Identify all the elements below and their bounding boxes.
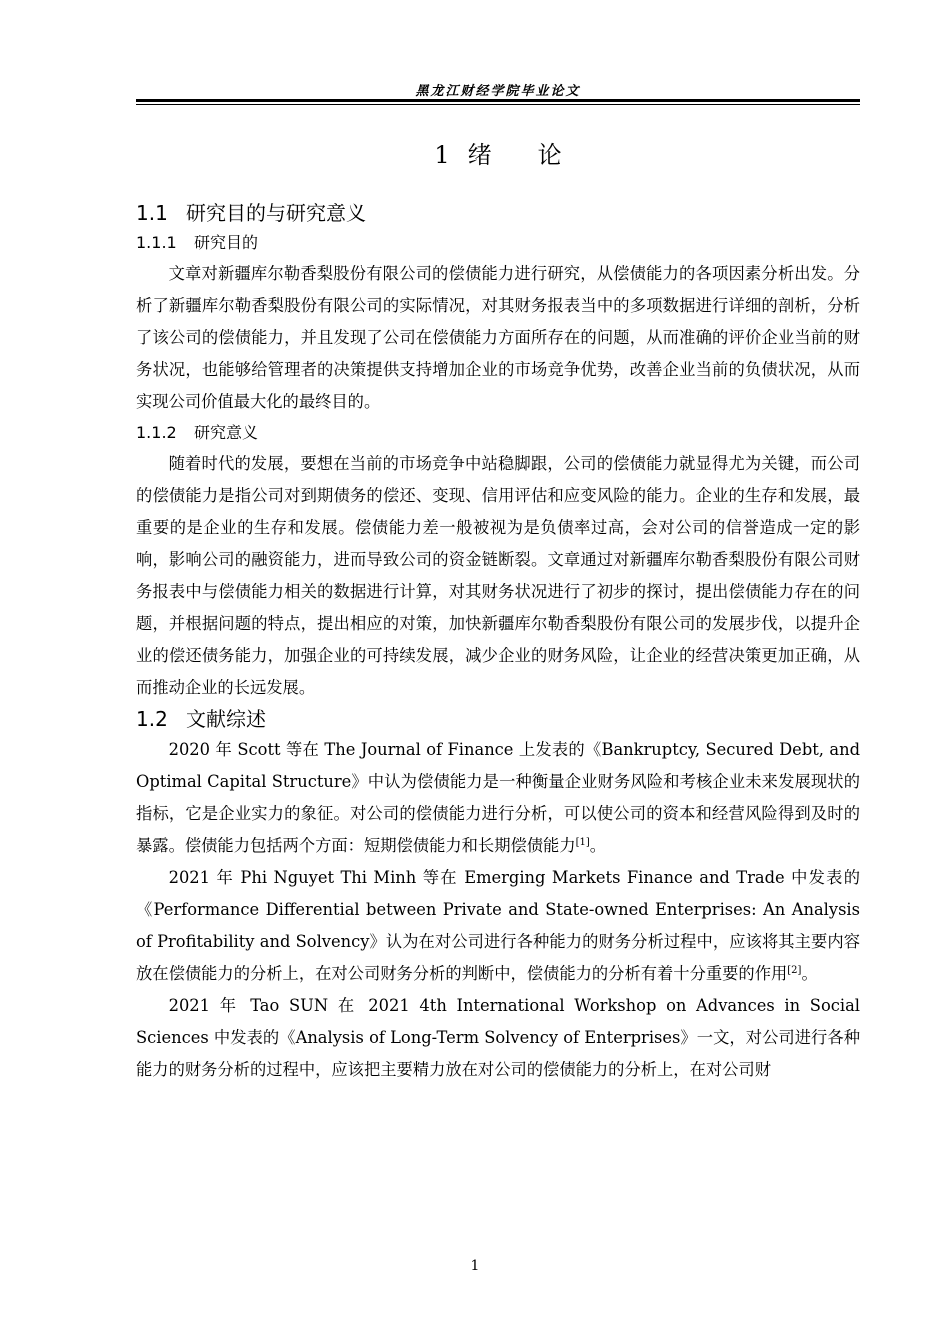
research-significance-paragraph: 随着时代的发展，要想在当前的市场竞争中站稳脚跟，公司的偿债能力就显得尤为关键，而公司的偿债能力是指公司对到期债务的偿还、变现、信用评估和应变风险的能力。企业的生存和发展，最重要的是企业的生存和发展。偿债能力差一般被视为是负债率过高，会对公司的信誉造成一定的影响，影响公司的融资能力，进而导致公司的资金链断裂。文章通过对新疆库尔勒香梨股份有限公司财务报表中与偿债能力相关的数据进行计算，对其财务状况进行了初步的探讨，提出偿债能力存在的问题，并根据问题的特点，提出相应的对策，加快新疆库尔勒香梨股份有限公司的发展步伐，以提升企业的偿还债务能力，加强企业的可持续发展，减少企业的财务风险，让企业的经营决策更加正确，从而推动企业的长远发展。 [136,454,860,697]
page-number: 1 [470,1258,480,1274]
research-purpose-paragraph: 文章对新疆库尔勒香梨股份有限公司的偿债能力进行研究，从偿债能力的各项因素分析出发。分析了新疆库尔勒香梨股份有限公司的实际情况，对其财务报表当中的多项数据进行详细的剖析，分析了该公司的偿债能力，并且发现了公司在偿债能力方面所存在的问题，从而准确的评价企业当前的财务状况，也能够给管理者的决策提供支持增加企业的市场竞争优势，改善企业当前的负债状况，从而实现公司价值最大化的最终目的。 [136,264,860,411]
section-number: 1.2 [136,707,168,731]
literature-end: 。 [801,964,818,983]
literature-end: 。 [589,836,607,855]
literature-paragraph [136,990,860,1086]
section-heading-1-2 [136,704,860,734]
section-title: 文献综述 [186,707,266,731]
subsection-heading-1-1-2 [136,418,860,448]
citation-ref: [1] [575,837,590,848]
subsection-title: 研究目的 [194,233,259,252]
section-title: 研究目的与研究意义 [186,201,366,225]
subsection-number: 1.1.2 [136,423,177,442]
running-header: 黑龙江财经学院毕业论文 [415,84,581,99]
citation-ref: [2] [787,965,802,976]
subsection-number: 1.1.1 [136,233,177,252]
chapter-title-part-2: 论 [537,141,562,169]
subsection-heading-1-1-1 [136,228,860,258]
header-rule-thick [136,99,860,102]
literature-text: 2021 年 Tao SUN 在 2021 4th International Workshop on Advances in Social Sciences 中发表的《Analysis of Long-Term Solvency of Enterprises》一文，对公司进行各种能力的财务分析的过程中，应该把主要精力放在对公司的偿债能力的分析上，在对公司财 [136,996,860,1079]
section-number: 1.1 [136,201,168,225]
body-content [136,138,860,1086]
literature-text: 2020 年 Scott 等在 The Journal of Finance 上发表的《Bankruptcy, Secured Debt, and Optimal Capital Structure》中认为偿债能力是一种衡量企业财务风险和考核企业未来发展现状的指标，它是企业实力的象征。对公司的偿债能力进行分析，可以使公司的资本和经营风险得到及时的暴露。偿债能力包括两个方面：短期偿债能力和长期偿债能力 [136,740,860,855]
section-heading-1-1 [136,198,860,228]
chapter-number: 1 [434,141,450,169]
subsection-title: 研究意义 [194,423,259,442]
literature-text: 2021 年 Phi Nguyet Thi Minh 等在 Emerging Markets Finance and Trade 中发表的《Performance Differential between Private and State-owned Enterprises: An Analysis of Profitability and Solvency》认为在对公司进行各种能力的财务分析过程中，应该将其主要内容放在偿债能力的分析上，在对公司财务分析的判断中，偿债能力的分析有着十分重要的作用 [136,868,860,983]
literature-paragraph [136,734,860,862]
literature-paragraph [136,862,860,990]
header-rule-thin [136,104,860,105]
chapter-heading [136,138,860,172]
chapter-title-part-1: 绪 [467,141,492,169]
